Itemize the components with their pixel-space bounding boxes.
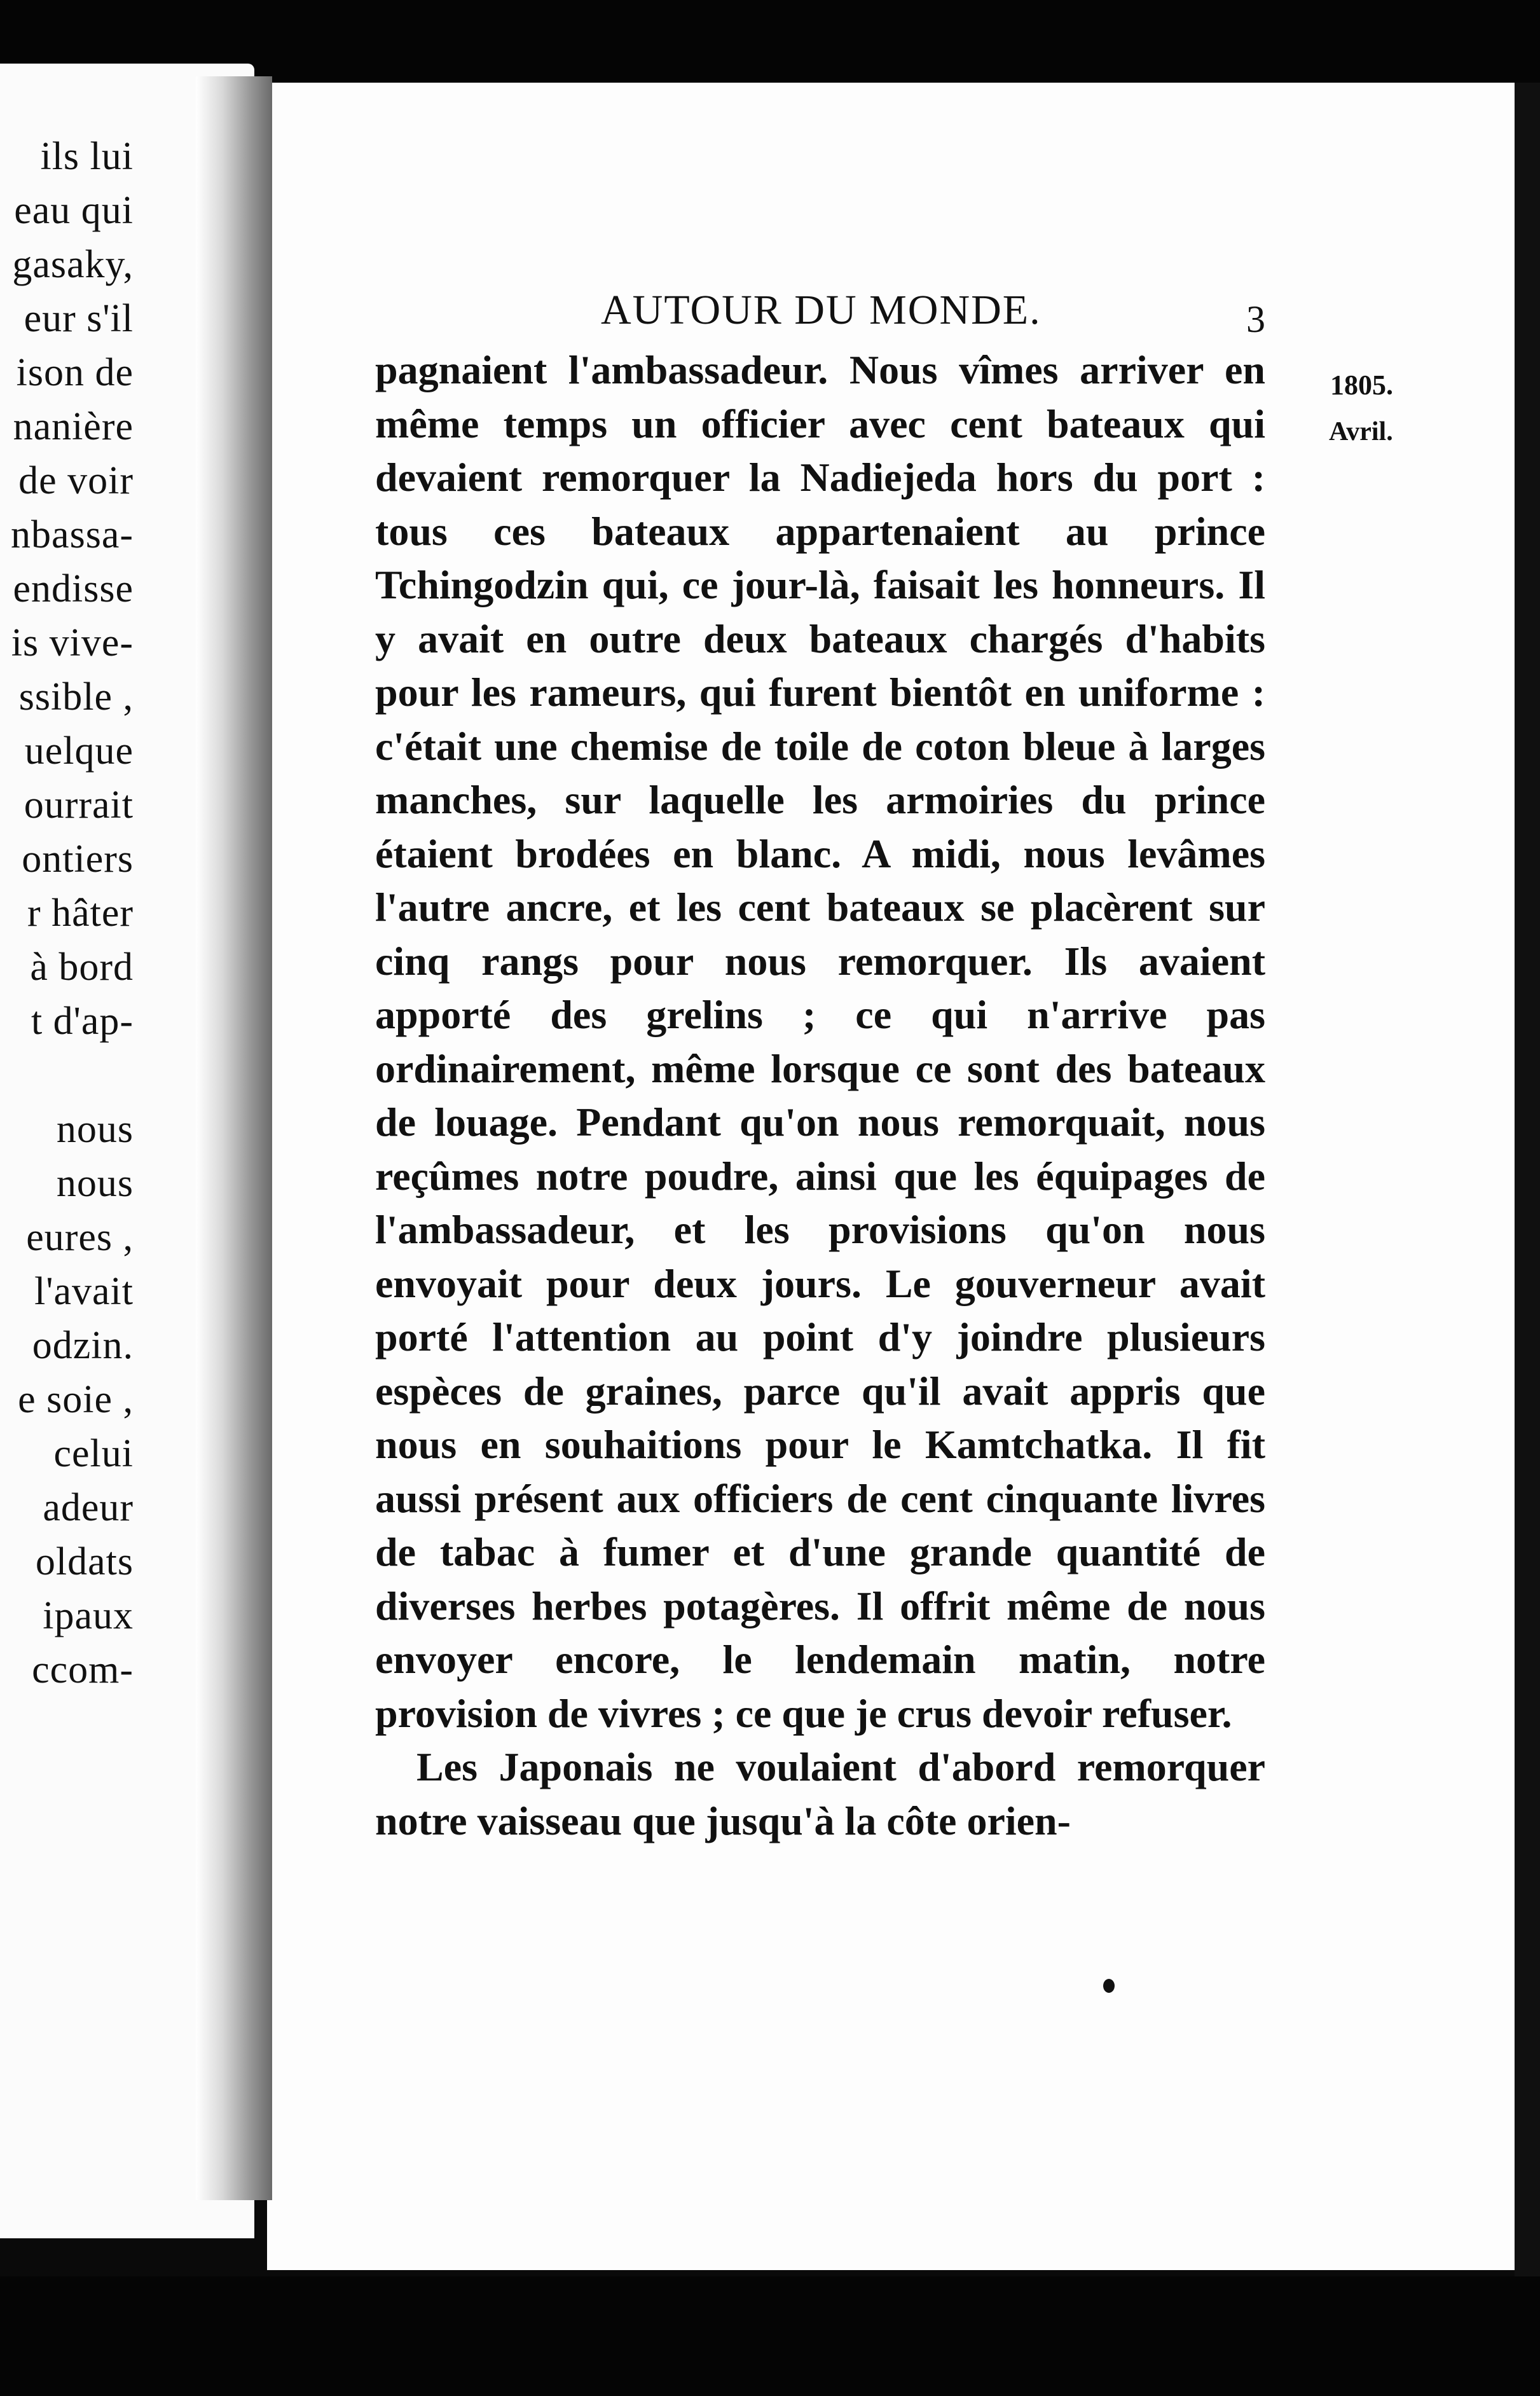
page-body bbox=[375, 343, 1265, 1848]
left-page-line: uelque bbox=[24, 729, 134, 773]
left-page-line: ils lui bbox=[40, 135, 134, 178]
paragraph: pagnaient l'ambassadeur. Nous vîmes arriver en même temps un officier avec cent bateaux qui devaient remorquer la Nadiejeda hors du port : tous ces bateaux appartenaient au prince Tchingodzin qui, ce jour-là, faisait les honneurs. Il y avait en outre deux bateaux chargés d'habits pour les rameurs, qui furent bientôt en uniforme : c'était une chemise de toile de coton bleue à larges manches, sur laquelle les armoiries du prince étaient brodées en blanc. A midi, nous levâmes l'autre ancre, et les cent bateaux se placèrent sur cinq rangs pour nous remorquer. Ils avaient apporté des grelins ; ce qui n'arrive pas ordinairement, même lorsque ce sont des bateaux de louage. Pendant qu'on nous remorquait, nous reçûmes notre poudre, ainsi que les équipages de l'ambassadeur, et les provisions qu'on nous envoyait pour deux jours. Le gouverneur avait porté l'attention au point d'y joindre plusieurs espèces de graines, parce qu'il avait appris que nous en souhaitions pour le Kamtchatka. Il fit aussi présent aux officiers de cent cinquante livres de tabac à fumer et d'une grande quantité de diverses herbes potagères. Il offrit même de nous envoyer encore, le lendemain matin, notre provision de vivres ; ce que je crus devoir refuser. bbox=[375, 347, 1265, 1736]
left-page-line: eur s'il bbox=[24, 297, 134, 340]
left-page-line: adeur bbox=[43, 1486, 134, 1529]
left-page-line: ccom- bbox=[32, 1648, 134, 1691]
left-page-line: l'avait bbox=[34, 1270, 134, 1313]
running-head: AUTOUR DU MONDE. bbox=[601, 287, 1042, 333]
left-page-line: ipaux bbox=[43, 1594, 134, 1637]
left-page-line: ontiers bbox=[22, 837, 134, 881]
left-page-line: odzin. bbox=[32, 1324, 134, 1367]
left-page-line: nbassa- bbox=[11, 513, 134, 556]
margin-note-year: 1805. bbox=[1330, 369, 1393, 401]
left-page-line: t d'ap- bbox=[31, 1000, 134, 1043]
left-page-line: celui bbox=[53, 1432, 134, 1475]
left-page-line: gasaky, bbox=[12, 243, 134, 286]
left-page-line: oldats bbox=[35, 1540, 134, 1583]
left-page-line: ison de bbox=[16, 351, 134, 394]
left-page-line: ssible , bbox=[18, 675, 134, 719]
left-page-line: de voir bbox=[18, 459, 134, 502]
left-page-line: r hâter bbox=[27, 892, 134, 935]
paragraph: Les Japonais ne voulaient d'abord remorquer notre vaisseau que jusqu'à la côte orien- bbox=[375, 1744, 1265, 1843]
scan-border-bottom bbox=[0, 2276, 1540, 2396]
scan-border-right bbox=[1515, 83, 1540, 2276]
book-gutter-shadow bbox=[196, 76, 272, 2200]
page-number: 3 bbox=[1246, 298, 1265, 340]
margin-note-month: Avril. bbox=[1329, 417, 1393, 446]
left-page-line: endisse bbox=[13, 567, 134, 610]
left-page-line: ourrait bbox=[24, 783, 134, 827]
left-page-line: eau qui bbox=[14, 189, 134, 232]
left-page-line: e soie , bbox=[18, 1378, 134, 1421]
ink-speck bbox=[1103, 1979, 1115, 1993]
left-page-line: nous bbox=[56, 1162, 134, 1205]
left-page-line: nous bbox=[56, 1108, 134, 1151]
left-page-line: eures , bbox=[26, 1216, 134, 1259]
left-page-line: nanière bbox=[13, 405, 134, 448]
left-page-line: is vive- bbox=[11, 621, 134, 664]
left-page-line: à bord bbox=[30, 946, 134, 989]
